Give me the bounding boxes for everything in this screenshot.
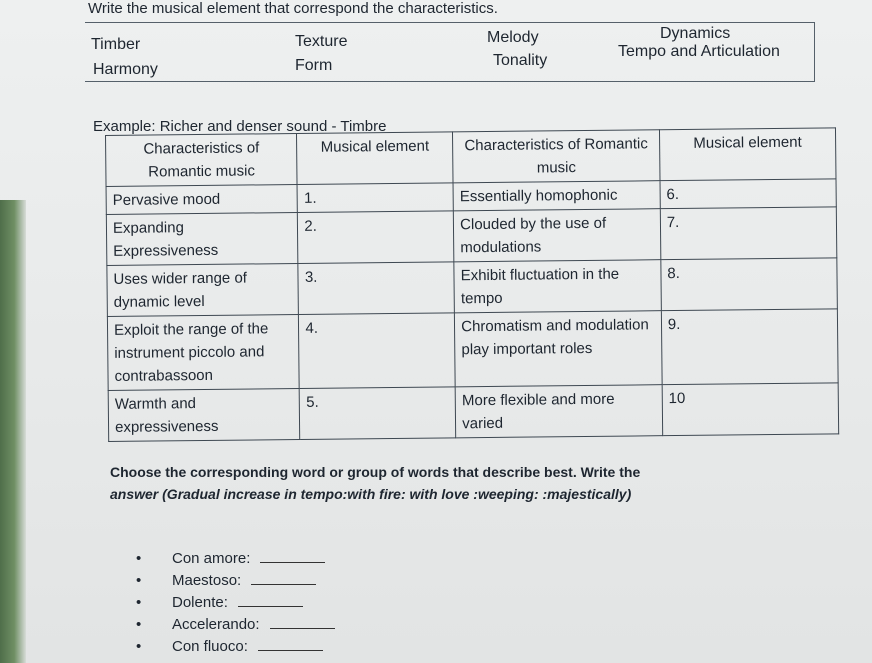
list-item <box>120 636 335 658</box>
answer-cell[interactable]: 10 <box>662 383 839 436</box>
answer-options: answer (Gradual increase in tempo:with fire: with love :weeping: :majestically) <box>110 486 632 502</box>
table-row <box>107 258 837 317</box>
answer-cell[interactable]: 6. <box>660 179 836 209</box>
photo-background-edge <box>0 200 26 663</box>
answer-cell[interactable]: 2. <box>298 211 454 264</box>
table-header: Musical element <box>659 128 836 181</box>
table-cell: Essentially homophonic <box>453 181 660 211</box>
characteristics-table <box>105 127 839 442</box>
table-cell: Exhibit fluctuation in the tempo <box>454 260 661 313</box>
answer-blank[interactable] <box>260 548 325 563</box>
answer-cell[interactable]: 5. <box>300 387 456 440</box>
word-bank-item: Form <box>295 57 333 74</box>
list-item <box>120 592 335 614</box>
table-header: Characteristics of Romantic music <box>453 130 660 183</box>
list-item <box>120 614 335 636</box>
table-row <box>107 309 838 391</box>
term-label: Accelerando: <box>172 616 260 633</box>
answer-blank[interactable] <box>258 636 323 651</box>
word-bank-item: Texture <box>295 33 348 50</box>
table-header: Musical element <box>297 132 453 185</box>
answer-cell[interactable]: 4. <box>299 313 456 389</box>
answer-cell[interactable]: 9. <box>661 309 838 385</box>
term-label: Dolente: <box>172 594 228 611</box>
table-cell: Chromatism and modulation play important roles <box>455 311 662 387</box>
bullet-icon: • <box>136 550 142 567</box>
list-item <box>120 570 335 592</box>
bullet-icon: • <box>136 616 142 633</box>
bullet-icon: • <box>136 572 142 589</box>
table-cell: Clouded by the use of modulations <box>453 209 660 262</box>
table-cell: More flexible and more varied <box>455 385 662 438</box>
page-title: Write the musical element that correspond the characteristics. <box>88 0 498 17</box>
table-cell: Exploit the range of the instrument piccolo and contrabassoon <box>107 314 299 390</box>
list-item <box>120 548 335 570</box>
instruction-text: Choose the corresponding word or group of words that describe best. Write the <box>110 464 641 480</box>
answer-blank[interactable] <box>270 614 335 629</box>
table-row <box>108 383 838 442</box>
table-header: Characteristics of Romantic music <box>106 133 298 186</box>
term-label: Con amore: <box>172 550 251 567</box>
example-line: Example: Richer and denser sound - Timbre <box>93 118 387 135</box>
bullet-icon: • <box>136 594 142 611</box>
word-bank-box <box>85 22 815 82</box>
table-cell: Expanding Expressiveness <box>106 212 298 265</box>
table-header-row <box>106 128 836 187</box>
bullet-icon: • <box>136 638 142 655</box>
term-list <box>120 548 335 658</box>
word-bank-item: Dynamics <box>660 25 731 42</box>
word-bank-item: Tonality <box>493 52 548 69</box>
answer-cell[interactable]: 8. <box>661 258 838 311</box>
term-label: Maestoso: <box>172 572 242 589</box>
word-bank-item: Melody <box>487 29 539 46</box>
word-bank-item: Harmony <box>93 61 158 78</box>
table-cell: Warmth and expressiveness <box>108 388 300 441</box>
answer-cell[interactable]: 1. <box>297 183 453 213</box>
word-bank-item: Tempo and Articulation <box>618 43 780 60</box>
answer-blank[interactable] <box>251 570 316 585</box>
term-label: Con fluoco: <box>172 638 248 655</box>
table-row <box>106 207 836 266</box>
answer-cell[interactable]: 7. <box>660 207 837 260</box>
word-bank-item: Timber <box>91 36 141 53</box>
answer-cell[interactable]: 3. <box>298 262 454 315</box>
table-cell: Pervasive mood <box>106 184 298 214</box>
table-cell: Uses wider range of dynamic level <box>107 263 299 316</box>
answer-blank[interactable] <box>238 592 303 607</box>
